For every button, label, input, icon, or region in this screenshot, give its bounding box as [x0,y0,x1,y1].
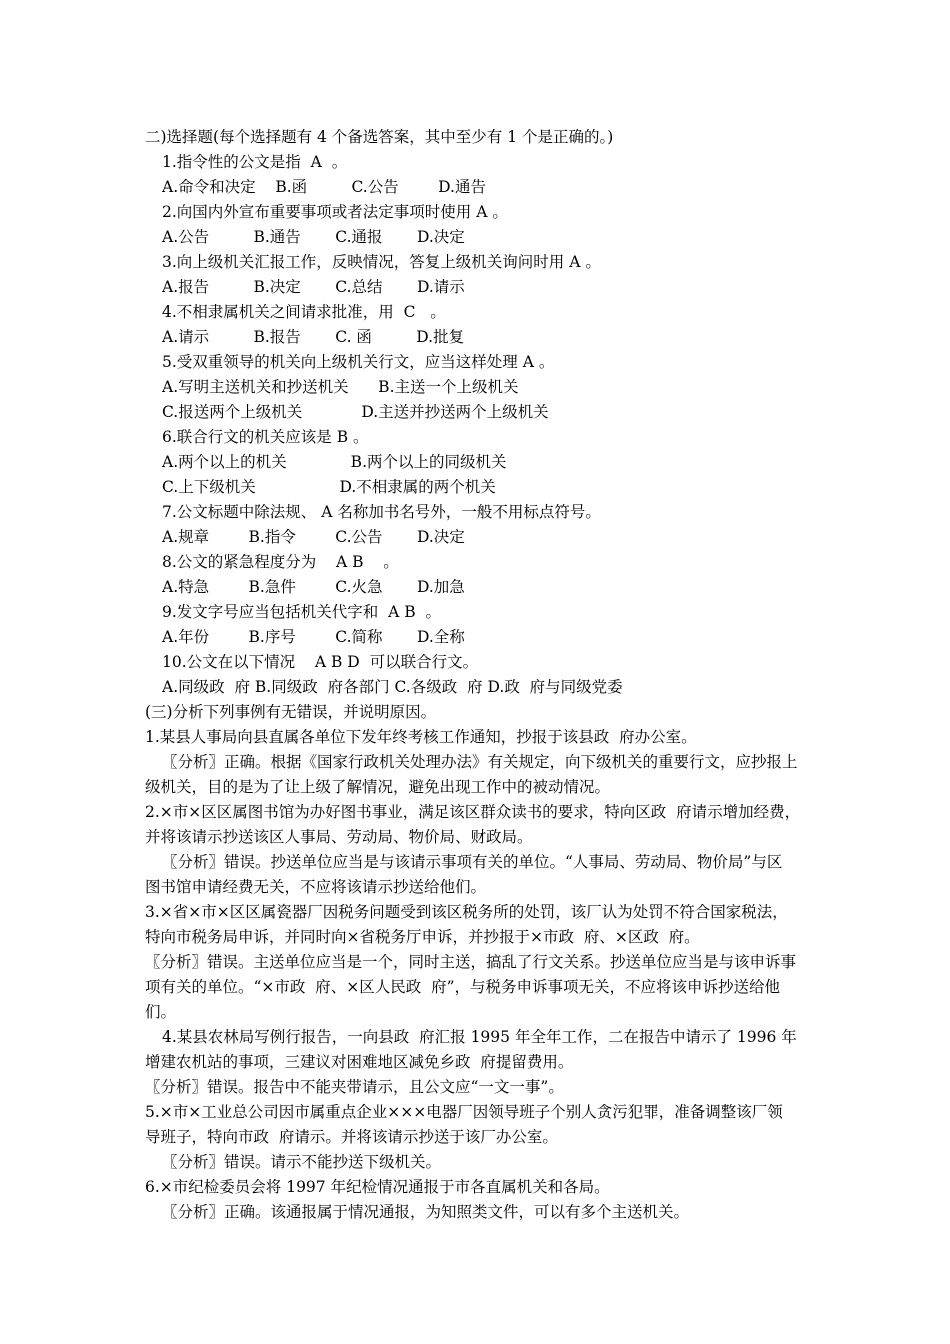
options-2: A.公告 B.通告 C.通报 D.决定 [162,228,465,246]
analysis-3c: 们。 [145,1003,177,1021]
analysis-1b: 级机关，目的是为了让上级了解情况，避免出现工作中的被动情况。 [145,778,611,796]
case-2b: 并将该请示抄送该区人事局、劳动局、物价局、财政局。 [145,828,533,846]
analysis-5: 〖分析〗错误。请示不能抄送下级机关。 [162,1153,442,1171]
case-1: 1.某县人事局向县直属各单位下发年终考核工作通知，抄报于该县政 府办公室。 [145,728,697,746]
options-5b: C.报送两个上级机关 D.主送并抄送两个上级机关 [162,403,549,421]
case-2a: 2.×市×区区属图书馆为办好图书事业，满足该区群众读书的要求，特向区政 府请示增加经费， [145,803,801,821]
section-heading-choice: 二)选择题(每个选择题有 4 个备选答案，其中至少有 1 个是正确的。) [145,128,614,146]
question-9: 9.发文字号应当包括机关代字和 A B 。 [162,603,442,621]
question-10: 10.公文在以下情况 A B D 可以联合行文。 [162,653,479,671]
options-6a: A.两个以上的机关 B.两个以上的同级机关 [162,453,507,471]
options-7: A.规章 B.指令 C.公告 D.决定 [162,528,465,546]
analysis-2a: 〖分析〗错误。抄送单位应当是与该请示事项有关的单位。“人事局、劳动局、物价局”与区 [162,853,783,871]
case-3b: 特向市税务局申诉，并同时向×省税务厅申诉，并抄报于×市政 府、×区政 府。 [145,928,700,946]
case-5a: 5.×市×工业总公司因市属重点企业×××电器厂因领导班子个别人贪污犯罪，准备调整该厂领 [145,1103,783,1121]
question-8: 8.公文的紧急程度分为 A B 。 [162,553,399,571]
case-4b: 增建农机站的事项，三建议对困难地区减免乡政 府提留费用。 [145,1053,574,1071]
options-6b: C.上下级机关 D.不相隶属的两个机关 [162,478,496,496]
case-5b: 导班子，特向市政 府请示。并将该请示抄送于该厂办公室。 [145,1128,558,1146]
options-3: A.报告 B.决定 C.总结 D.请示 [162,278,465,296]
case-3a: 3.×省×市×区区属瓷器厂因税务问题受到该区税务所的处罚，该厂认为处罚不符合国家税法， [145,903,788,921]
analysis-3b: 项有关的单位。“×市政 府、×区人民政 府”，与税务申诉事项无关，不应将该申诉抄送给他 [145,978,781,996]
section-heading-analysis: (三)分析下列事例有无错误，并说明原因。 [145,703,437,721]
analysis-6: 〖分析〗正确。该通报属于情况通报，为知照类文件，可以有多个主送机关。 [162,1203,690,1221]
question-3: 3.向上级机关汇报工作，反映情况，答复上级机关询问时用 A 。 [162,253,601,271]
question-1: 1.指令性的公文是指 A 。 [162,153,348,171]
analysis-4: 〖分析〗错误。报告中不能夹带请示，且公文应“一文一事”。 [145,1078,564,1096]
question-6: 6.联合行文的机关应该是 B 。 [162,428,369,446]
question-4: 4.不相隶属机关之间请求批准，用 C 。 [162,303,446,321]
question-5: 5.受双重领导的机关向上级机关行文，应当这样处理 A 。 [162,353,555,371]
analysis-1a: 〖分析〗正确。根据《国家行政机关处理办法》有关规定，向下级机关的重要行文，应抄报上 [162,753,798,771]
options-4: A.请示 B.报告 C. 函 D.批复 [162,328,465,346]
question-2: 2.向国内外宣布重要事项或者法定事项时使用 A 。 [162,203,508,221]
case-6: 6.×市纪检委员会将 1997 年纪检情况通报于市各直属机关和各局。 [145,1178,610,1196]
case-4a: 4.某县农林局写例行报告，一向县政 府汇报 1995 年全年工作，二在报告中请示了 1996 年 [162,1028,797,1046]
options-1: A.命令和决定 B.函 C.公告 D.通告 [162,178,486,196]
analysis-2b: 图书馆申请经费无关，不应将该请示抄送给他们。 [145,878,487,896]
analysis-3a: 〖分析〗错误。主送单位应当是一个，同时主送，搞乱了行文关系。抄送单位应当是与该申诉事 [145,953,797,971]
options-5a: A.写明主送机关和抄送机关 B.主送一个上级机关 [162,378,519,396]
options-10: A.同级政 府 B.同级政 府各部门 C.各级政 府 D.政 府与同级党委 [162,678,623,696]
options-8: A.特急 B.急件 C.火急 D.加急 [162,578,465,596]
options-9: A.年份 B.序号 C.简称 D.全称 [162,628,465,646]
question-7: 7.公文标题中除法规、 A 名称加书名号外，一般不用标点符号。 [162,503,601,521]
